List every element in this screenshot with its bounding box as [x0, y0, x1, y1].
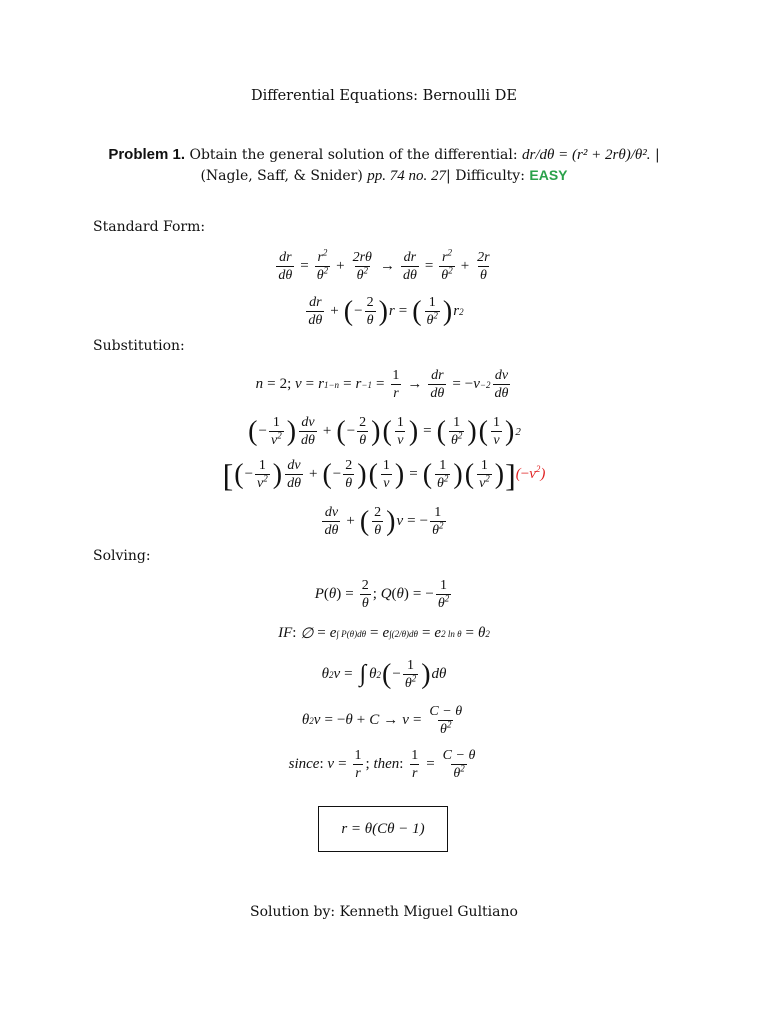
equation-solving-4: θ 2 v = − θ + C → v = $\frac{C - \theta}{\theta^2}$ [301, 704, 463, 737]
separator: | [446, 168, 451, 184]
separator: | [654, 147, 660, 163]
difficulty-label: Difficulty: [455, 168, 525, 184]
equation-solving-3: θ 2 v = ∫ θ 2 ( − $\frac{1}{\theta^2}$ ) dθ [321, 658, 447, 691]
equation-standard-form-1: $\frac{dr}{d\theta}$ = $\frac{r^2}{\theta^2}$ + $\frac{2r\theta}{\theta^2}$ → $\frac{dr}{d\theta}$ = $\frac{r^2}{\theta^2}$ + $\frac{2r}{\theta}$ [278, 247, 490, 283]
equation-substitution-3: [ ( − $\frac{1}{v^2}$ ) $\frac{dv}{d\theta}$ + ( − $\frac{2}{\theta}$ ) ( $\frac{1}{v}$ ) = ( $\frac{1}{\theta^2}$ ) ( $\frac{1}{v^2}$ ) ] $(-v^2)$ [222, 456, 546, 493]
equation-standard-form-2: $\frac{dr}{d\theta}$ + ( − $\frac{2}{\theta}$ ) r = ( $\frac{1}{\theta^2}$ ) r 2 [308, 295, 464, 328]
problem-text: Obtain the general solution of the differential: [189, 147, 518, 163]
section-substitution: Substitution: [93, 338, 185, 354]
equation-solving-2: IF : ∅ = e ∫ P(θ)dθ = e ∫(2/θ)dθ = e 2 ln θ = θ 2 [278, 625, 490, 642]
problem-label: Problem 1. [108, 146, 186, 163]
equation-solving-1: P ( θ ) = $\frac{2}{\theta}$ ; Q ( θ ) = − $\frac{1}{\theta^2}$ [314, 578, 450, 611]
difficulty-badge: EASY [529, 167, 568, 183]
problem-statement [0, 145, 768, 186]
document-title: Differential Equations: Bernoulli DE [251, 88, 517, 104]
author-credit: Solution by: Kenneth Miguel Gultiano [250, 904, 518, 920]
section-solving: Solving: [93, 548, 151, 564]
final-answer-box [318, 806, 448, 852]
final-answer: r = θ(Cθ − 1) [341, 820, 425, 837]
equation-substitution-2: ( − $\frac{1}{v^2}$ ) $\frac{dv}{d\theta}$ + ( − $\frac{2}{\theta}$ ) ( $\frac{1}{v}$ ) = ( $\frac{1}{\theta^2}$ ) ( $\frac{1}{v}$ ) 2 [248, 415, 521, 448]
equation-substitution-4: $\frac{dv}{d\theta}$ + ( $\frac{2}{\theta}$ ) v = − $\frac{1}{\theta^2}$ [324, 505, 444, 538]
problem-equation: dr/dθ = (r² + 2rθ)/θ². [522, 147, 651, 163]
equation-solving-5: since : v = $\frac{1}{r}$ ; then : $\frac{1}{r}$ = $\frac{C - \theta}{\theta^2}$ [288, 748, 476, 781]
problem-pages: pp. 74 no. 27 [367, 168, 447, 184]
section-standard-form: Standard Form: [93, 219, 206, 235]
equation-substitution-1: n = 2; v = r 1−n = r −1 = $\frac{1}{r}$ → $\frac{dr}{d\theta}$ = − v −2 $\frac{dv}{d\theta}$ [255, 368, 509, 401]
problem-reference: (Nagle, Saff, & Snider) [200, 168, 363, 184]
